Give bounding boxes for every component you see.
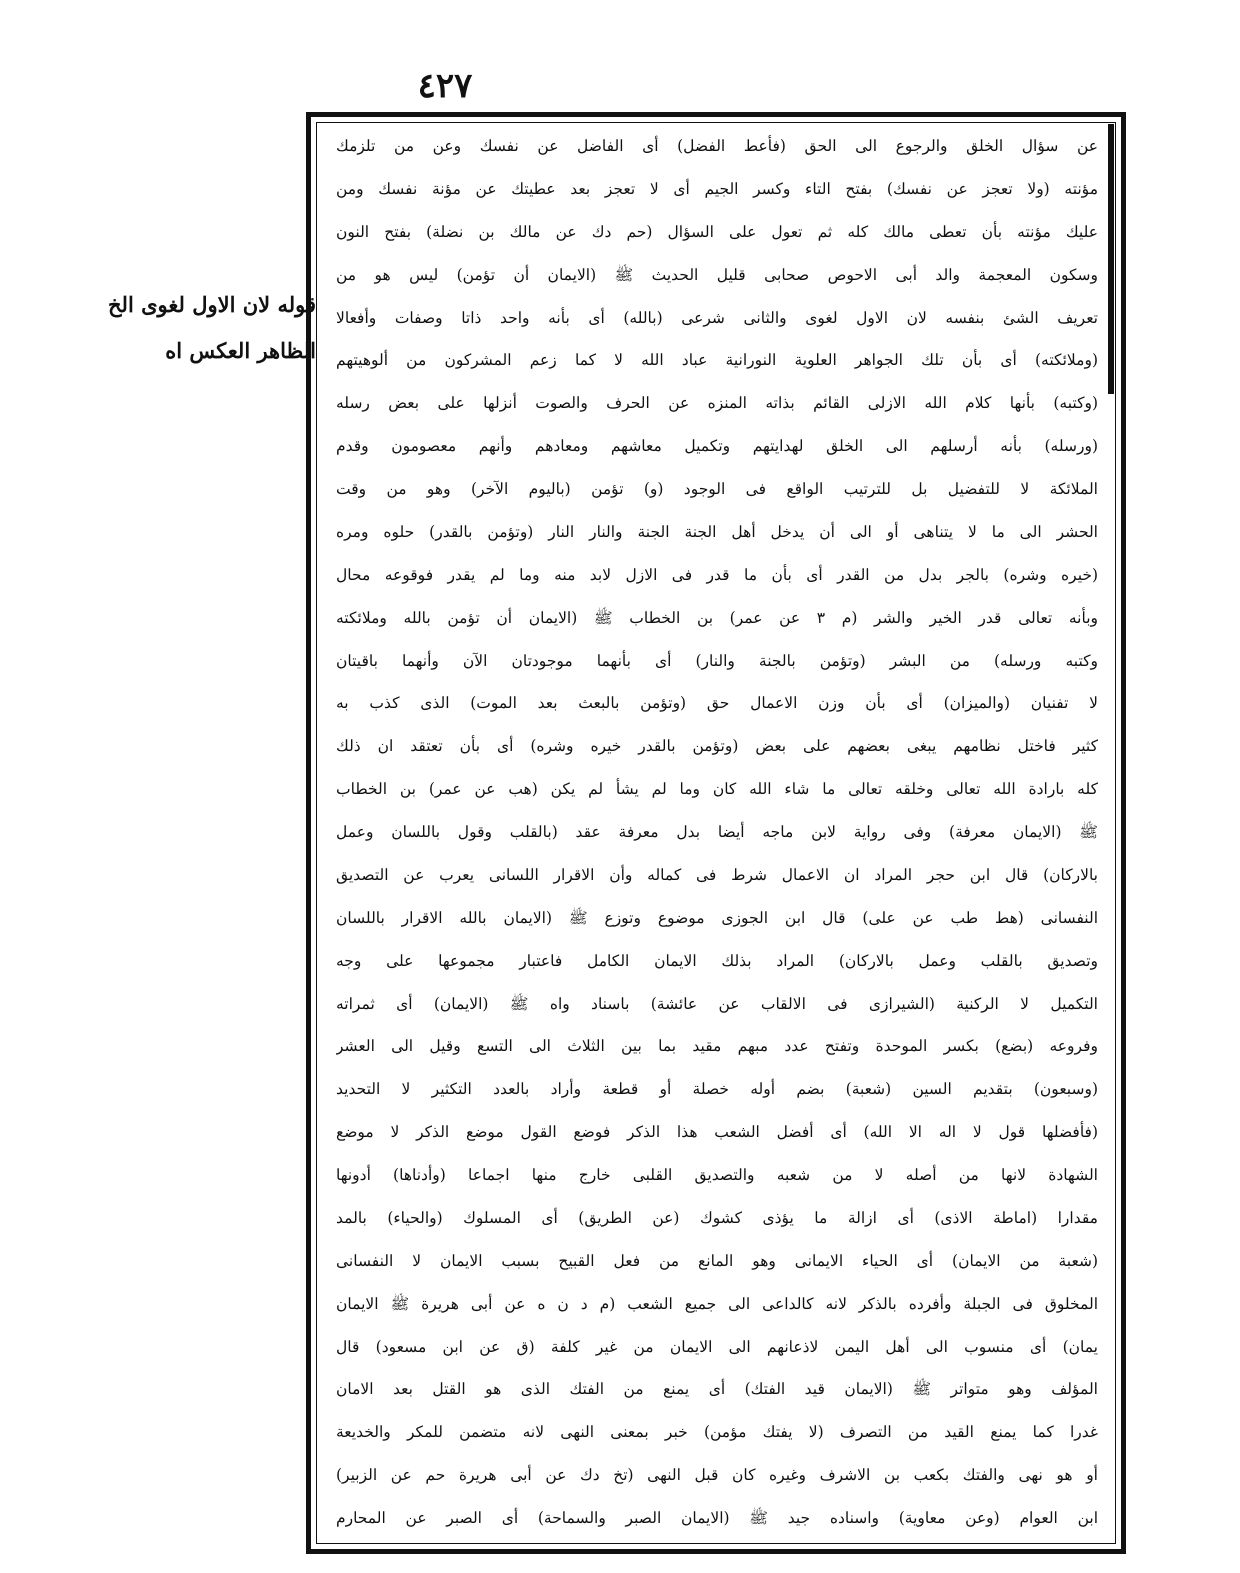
main-text-block [336, 128, 1098, 1536]
text-line: تعريف الشئ بنفسه لان الاول لغوى والثانى شرعى (بالله) أى بأنه واحد ذاتا وصفات وأفعالا [336, 308, 1098, 327]
text-line: وتصديق بالقلب وعمل بالاركان) المراد بذلك الايمان الكامل فاعتبار مجموعها على وجه [336, 951, 1098, 970]
text-line: الحشر الى ما لا يتناهى أو الى أن يدخل أهل الجنة الجنة والنار النار (وتؤمن بالقدر) حلوه ومره [336, 522, 1098, 541]
margin-note-line: الظاهر العكس اه [165, 338, 316, 363]
text-line: لا تفنيان (والميزان) أى بأن وزن الاعمال حق (وتؤمن بالبعث بعد الموت) الذى كذب به [336, 694, 1098, 713]
text-line: أو هو نهى والفتك بكعب بن الاشرف وغيره كان قبل النهى (تخ دك عن أبى هريرة حم عن الزبير) [336, 1466, 1098, 1485]
text-line: عن سؤال الخلق والرجوع الى الحق (فأعط الفضل) أى الفاضل عن نفسك وعن من تلزمك [336, 137, 1098, 155]
text-line: النفسانى (هط طب عن على) قال ابن الجوزى موضوع وتوزع ﷺ (الايمان بالله الاقرار باللسان [336, 908, 1098, 927]
text-line: عليك مؤنته بأن تعطى مالك كله ثم تعول على السؤال (حم دك عن مالك بن نضلة) بفتح النون [336, 222, 1098, 241]
text-line: (شعبة من الايمان) أى الحياء الايمانى وهو المانع من فعل القبيح بسبب الايمان لا النفسانى [336, 1251, 1098, 1270]
text-line: غدرا كما يمنع القيد من التصرف (لا يفتك مؤمن) خبر بمعنى النهى لانه متضمن للمكر والخديعة [336, 1423, 1098, 1442]
text-line: المخلوق فى الجبلة وأفرده بالذكر لانه كالداعى الى جميع الشعب (م د ن ه عن أبى هريرة ﷺ الايمان [336, 1294, 1098, 1313]
text-line: وسكون المعجمة والد أبى الاحوص صحابى قليل الحديث ﷺ (الايمان أن تؤمن) ليس هو من [336, 265, 1098, 284]
text-line: مؤنته (ولا تعجز عن نفسك) بفتح التاء وكسر الجيم أى لا تعجز بعد عطيتك عن مؤنة نفسك ومن [336, 179, 1098, 198]
text-line: الشهادة لانها من أصله لا من شعبه والتصديق القلبى خارج منها اجماعا (وأدناها) أدونها [336, 1166, 1098, 1184]
text-line: (وكتبه) بأنها كلام الله الازلى القائم بذاته المنزه عن الحرف والصوت أنزلها على بعض رسله [336, 394, 1098, 413]
margin-note [96, 282, 316, 374]
text-line: ابن العوام (وعن معاوية) واسناده جيد ﷺ (الايمان الصبر والسماحة) أى الصبر عن المحارم [336, 1509, 1098, 1527]
text-line: المؤلف وهو متواتر ﷺ (الايمان قيد الفتك) أى يمنع من الفتك الذى هو القتل بعد الامان [336, 1380, 1098, 1399]
text-line: (فأفضلها قول لا اله الا الله) أى أفضل الشعب هذا الذكر فوضع القول موضع الذكر لا موضع [336, 1123, 1098, 1142]
text-line: وبأنه تعالى قدر الخير والشر (م ٣ عن عمر) بن الخطاب ﷺ (الايمان أن تؤمن بالله وملائكته [336, 608, 1098, 627]
text-line: كثير فاختل نظامهم يبغى بعضهم على بعض (وتؤمن بالقدر خيره وشره) أى بأن تعتقد ان ذلك [336, 737, 1098, 756]
side-rule [1108, 124, 1114, 394]
text-line: (وسبعون) بتقديم السين (شعبة) بضم أوله خصلة أو قطعة وأراد بالعدد التكثير لا التحديد [336, 1080, 1098, 1099]
page-number: ٤٢٧ [417, 66, 473, 106]
text-line: (ورسله) بأنه أرسلهم الى الخلق لهدايتهم وتكميل معاشهم ومعادهم وأنهم معصومون وقدم [336, 437, 1098, 456]
text-line: (وملائكته) أى بأن تلك الجواهر العلوية النورانية عباد الله لا كما زعم المشركون من ألوهيتهم [336, 351, 1098, 370]
text-line: وفروعه (بضع) بكسر الموحدة وتفتح عدد مبهم مقيد بما بين الثلاث الى التسع وقيل الى العشر [336, 1037, 1098, 1056]
text-line: ﷺ (الايمان معرفة) وفى رواية لابن ماجه أيضا بدل معرفة عقد (بالقلب وقول باللسان وعمل [336, 823, 1098, 841]
text-line: الملائكة لا للتفضيل بل للترتيب الواقع فى الوجود (و) تؤمن (باليوم الآخر) وهو من وقت [336, 480, 1098, 498]
text-line: بالاركان) قال ابن حجر المراد ان الاعمال شرط فى كماله وأن الاقرار اللسانى يعرب عن التصديق [336, 865, 1098, 884]
text-line: وكتبه ورسله) من البشر (وتؤمن بالجنة والنار) أى بأنهما موجودتان الآن وأنهما باقيتان [336, 651, 1098, 670]
text-line: يمان) أى منسوب الى أهل اليمن لاذعانهم الى الايمان من غير كلفة (ق عن ابن مسعود) قال [336, 1337, 1098, 1356]
text-line: كله بارادة الله تعالى وخلقه تعالى ما شاء الله كان وما لم يشأ لم يكن (هب عن عمر) بن الخطاب [336, 780, 1098, 799]
text-line: (خيره وشره) بالجر بدل من القدر أى بأن ما قدر فى الازل لابد منه وما لم يقدر فوقوعه محال [336, 565, 1098, 584]
text-line: مقدارا (اماطة الاذى) أى ازالة ما يؤذى كشوك (عن الطريق) أى المسلوك (والحياء) بالمد [336, 1208, 1098, 1227]
margin-note-line: قوله لان الاول لغوى الخ [107, 292, 316, 317]
text-line: التكميل لا الركنية (الشيرازى فى الالقاب عن عائشة) باسناد واه ﷺ (الايمان) أى ثمراته [336, 994, 1098, 1013]
